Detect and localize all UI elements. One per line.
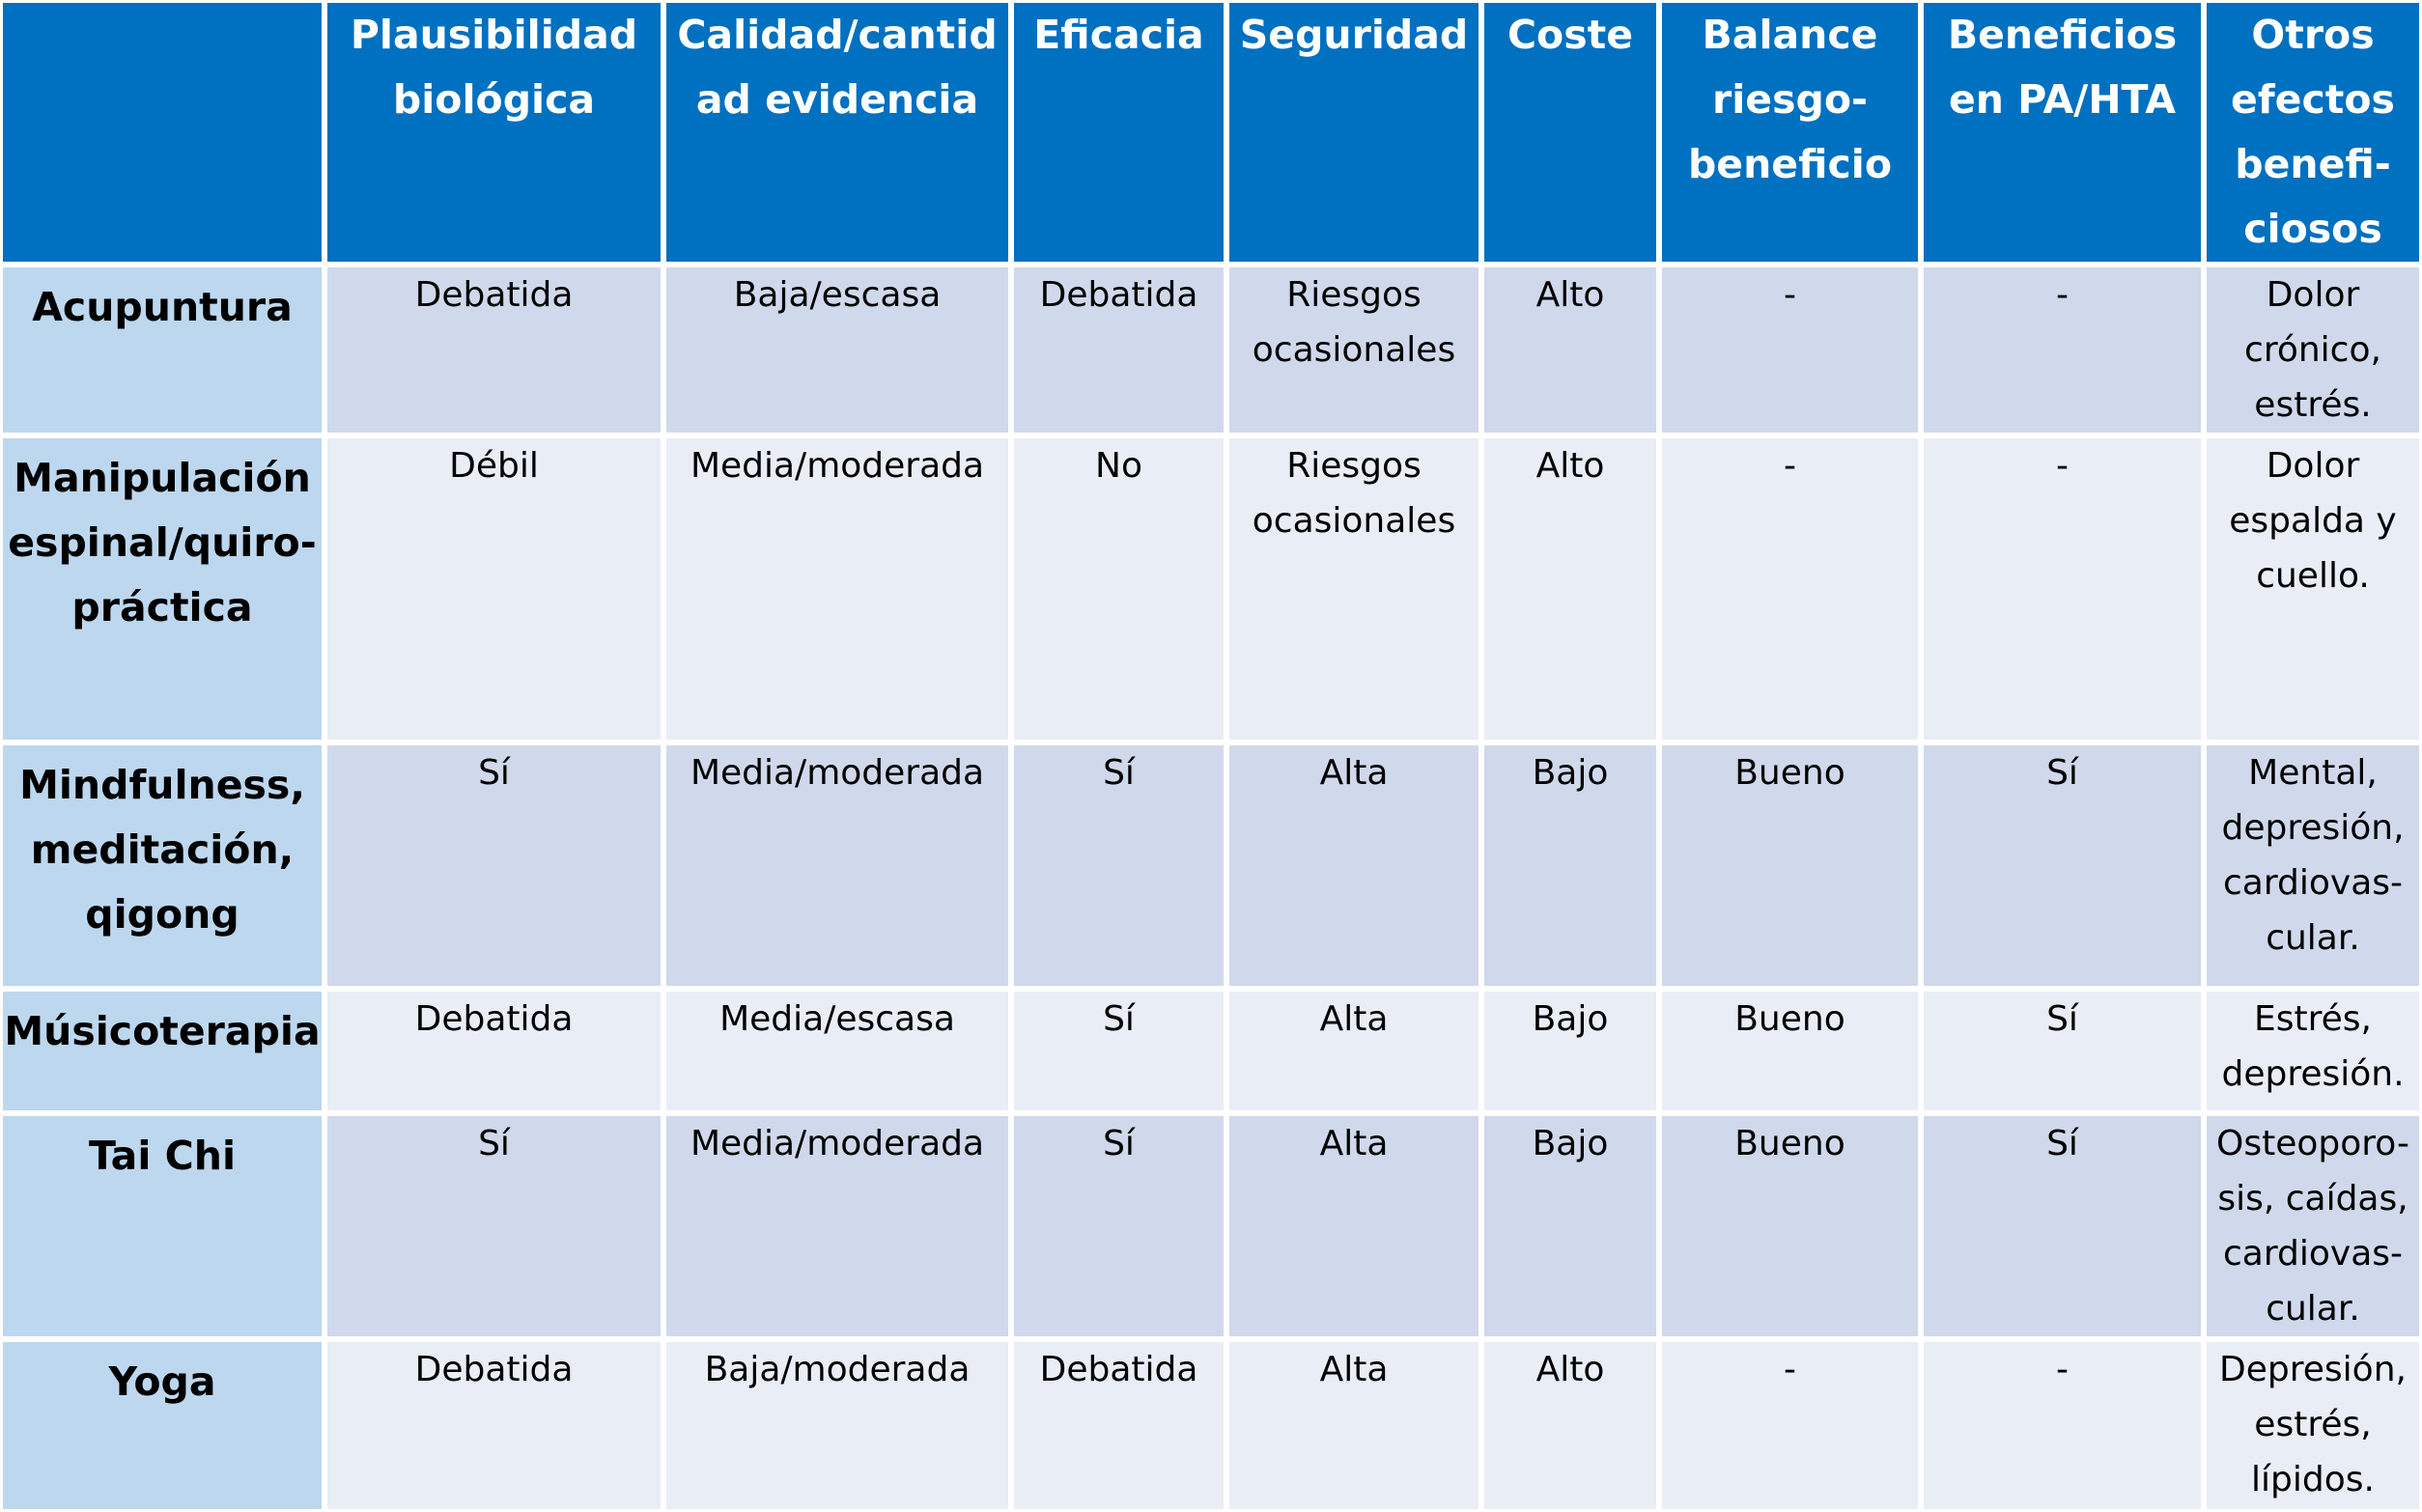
table-row bbox=[0, 265, 2422, 435]
cell-text: Sí bbox=[2046, 999, 2078, 1039]
cell-text: Alta bbox=[1319, 1350, 1389, 1389]
cell-text: Bajo bbox=[1532, 1124, 1609, 1163]
table-cell bbox=[324, 989, 663, 1113]
cell-text: Media/escasa bbox=[719, 999, 955, 1039]
table-cell bbox=[1226, 742, 1481, 989]
cell-text: Riesgos ocasionales bbox=[1252, 446, 1456, 541]
corner-header-cell bbox=[0, 0, 324, 265]
table-row bbox=[0, 989, 2422, 1113]
table-cell bbox=[1226, 989, 1481, 1113]
cell-text: Media/moderada bbox=[690, 446, 985, 486]
table-row bbox=[0, 435, 2422, 742]
row-header-acupuntura bbox=[0, 265, 324, 435]
cell-text: Baja/escasa bbox=[733, 275, 942, 315]
cell-text: Baja/moderada bbox=[704, 1350, 971, 1389]
table-cell bbox=[1659, 435, 1921, 742]
table-cell bbox=[663, 742, 1011, 989]
table-cell bbox=[1659, 1113, 1921, 1339]
header-label: Plausibilidad biológica bbox=[350, 12, 638, 123]
cell-text: Sí bbox=[478, 753, 510, 793]
row-header-musicoterapia bbox=[0, 989, 324, 1113]
cell-text: Debatida bbox=[1039, 275, 1198, 315]
table-cell bbox=[2204, 265, 2422, 435]
table-cell bbox=[1011, 1113, 1226, 1339]
row-header-manipulacion bbox=[0, 435, 324, 742]
table-cell bbox=[1481, 742, 1659, 989]
table-cell bbox=[1659, 1339, 1921, 1512]
cell-text: Riesgos ocasionales bbox=[1252, 275, 1456, 370]
table-cell bbox=[2204, 742, 2422, 989]
header-eficacia bbox=[1011, 0, 1226, 265]
table-cell bbox=[324, 265, 663, 435]
cell-text: - bbox=[1784, 446, 1796, 486]
cell-text: - bbox=[1784, 1350, 1796, 1389]
header-label: Coste bbox=[1507, 12, 1634, 58]
table-cell bbox=[663, 435, 1011, 742]
table-cell bbox=[324, 1113, 663, 1339]
header-row bbox=[0, 0, 2422, 265]
table-cell bbox=[1921, 989, 2204, 1113]
row-header-yoga bbox=[0, 1339, 324, 1512]
cell-text: - bbox=[2056, 1350, 2069, 1389]
header-calidad bbox=[663, 0, 1011, 265]
cell-text: Débil bbox=[449, 446, 539, 486]
cell-text: Depresión, estrés, lípidos. bbox=[2219, 1350, 2407, 1499]
cell-text: Sí bbox=[1103, 999, 1135, 1039]
cell-text: Sí bbox=[1103, 753, 1135, 793]
cell-text: - bbox=[1784, 275, 1796, 315]
row-header-mindfulness bbox=[0, 742, 324, 989]
table-cell bbox=[2204, 1339, 2422, 1512]
cell-text: - bbox=[2056, 446, 2069, 486]
cell-text: Sí bbox=[2046, 753, 2078, 793]
cell-text: Bueno bbox=[1734, 753, 1845, 793]
cell-text: Media/moderada bbox=[690, 1124, 985, 1163]
table-cell bbox=[663, 1339, 1011, 1512]
header-beneficios bbox=[1921, 0, 2204, 265]
table-cell bbox=[1226, 1113, 1481, 1339]
cell-text: Osteoporo-sis, caídas, cardiovas-cular. bbox=[2216, 1124, 2409, 1329]
row-header-label: Acupuntura bbox=[32, 284, 293, 330]
table-cell bbox=[1659, 742, 1921, 989]
cell-text: - bbox=[2056, 275, 2069, 315]
table-cell bbox=[663, 1113, 1011, 1339]
cell-text: Sí bbox=[2046, 1124, 2078, 1163]
table-cell bbox=[1226, 265, 1481, 435]
table-row bbox=[0, 742, 2422, 989]
row-header-label: Músicoterapia bbox=[4, 1008, 321, 1054]
cell-text: Alta bbox=[1319, 753, 1389, 793]
header-seguridad bbox=[1226, 0, 1481, 265]
cell-text: Alta bbox=[1319, 999, 1389, 1039]
row-header-label: Mindfulness, meditación, qigong bbox=[19, 762, 305, 938]
cell-text: Debatida bbox=[414, 1350, 574, 1389]
cell-text: Bajo bbox=[1532, 999, 1609, 1039]
header-label: Calidad/cantidad evidencia bbox=[677, 12, 998, 123]
table-cell bbox=[1226, 435, 1481, 742]
table-cell bbox=[1011, 1339, 1226, 1512]
cell-text: Sí bbox=[478, 1124, 510, 1163]
table-cell bbox=[1659, 265, 1921, 435]
header-balance bbox=[1659, 0, 1921, 265]
cell-text: Estrés, depresión. bbox=[2221, 999, 2405, 1094]
cell-text: Alto bbox=[1535, 275, 1605, 315]
cell-text: Alta bbox=[1319, 1124, 1389, 1163]
cell-text: Debatida bbox=[1039, 1350, 1198, 1389]
table-cell bbox=[1481, 265, 1659, 435]
header-label: Beneficios en PA/HTA bbox=[1947, 12, 2178, 123]
table-cell bbox=[663, 265, 1011, 435]
table-cell bbox=[324, 742, 663, 989]
table-cell bbox=[1011, 989, 1226, 1113]
table-cell bbox=[1226, 1339, 1481, 1512]
row-header-label: Manipulación espinal/quiro-práctica bbox=[8, 455, 317, 630]
cell-text: Alto bbox=[1535, 1350, 1605, 1389]
table-row bbox=[0, 1339, 2422, 1512]
header-label: Seguridad bbox=[1239, 12, 1469, 58]
table-cell bbox=[2204, 435, 2422, 742]
header-otros-efectos bbox=[2204, 0, 2422, 265]
cell-text: Bueno bbox=[1734, 1124, 1845, 1163]
table-cell bbox=[1921, 742, 2204, 989]
cell-text: Bueno bbox=[1734, 999, 1845, 1039]
cell-text: Alto bbox=[1535, 446, 1605, 486]
table-row bbox=[0, 1113, 2422, 1339]
row-header-label: Tai Chi bbox=[88, 1133, 236, 1179]
table-cell bbox=[1481, 1339, 1659, 1512]
cell-text: Debatida bbox=[414, 275, 574, 315]
cell-text: Dolor crónico, estrés. bbox=[2244, 275, 2381, 425]
cell-text: No bbox=[1095, 446, 1142, 486]
table-cell bbox=[324, 1339, 663, 1512]
table-cell bbox=[2204, 989, 2422, 1113]
table-cell bbox=[1011, 435, 1226, 742]
header-label: Otros efectos benefi-ciosos bbox=[2231, 12, 2395, 252]
row-header-tai-chi bbox=[0, 1113, 324, 1339]
table-cell bbox=[1481, 1113, 1659, 1339]
header-coste bbox=[1481, 0, 1659, 265]
table-cell bbox=[1481, 989, 1659, 1113]
header-label: Eficacia bbox=[1033, 12, 1204, 58]
header-plausibilidad bbox=[324, 0, 663, 265]
cell-text: Bajo bbox=[1532, 753, 1609, 793]
cell-text: Mental, depresión, cardiovas-cular. bbox=[2221, 753, 2405, 958]
table-cell bbox=[1481, 435, 1659, 742]
header-label: Balance riesgo-beneficio bbox=[1687, 12, 1893, 187]
table-cell bbox=[1011, 265, 1226, 435]
table-cell bbox=[1011, 742, 1226, 989]
table-cell bbox=[1921, 435, 2204, 742]
table-cell bbox=[1921, 265, 2204, 435]
cell-text: Media/moderada bbox=[690, 753, 985, 793]
cell-text: Sí bbox=[1103, 1124, 1135, 1163]
cell-text: Debatida bbox=[414, 999, 574, 1039]
cell-text: Dolor espalda y cuello. bbox=[2229, 446, 2397, 596]
table-cell bbox=[324, 435, 663, 742]
table-cell bbox=[1921, 1339, 2204, 1512]
table-cell bbox=[1659, 989, 1921, 1113]
table-cell bbox=[663, 989, 1011, 1113]
table-cell bbox=[1921, 1113, 2204, 1339]
table-cell bbox=[2204, 1113, 2422, 1339]
row-header-label: Yoga bbox=[108, 1358, 216, 1405]
